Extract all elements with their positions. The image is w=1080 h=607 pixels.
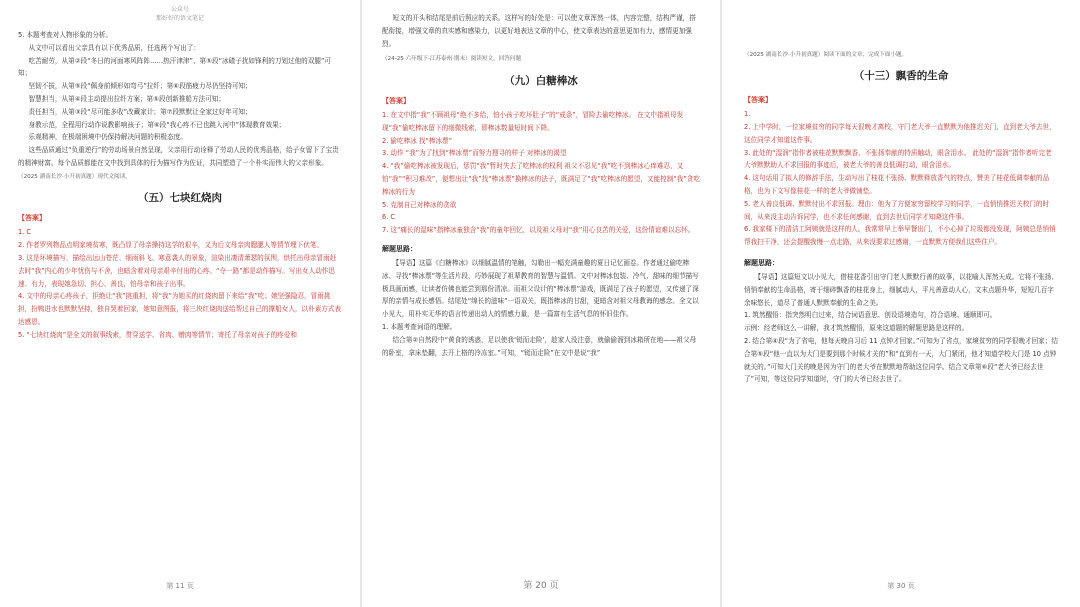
answer-item: 6. C: [382, 213, 395, 222]
analysis-label: 解题思路：: [382, 244, 417, 253]
section-title: （九）白糖棒冰: [504, 74, 578, 87]
page-footer: 第 30 页: [887, 582, 915, 590]
answer-item: 1.: [744, 110, 751, 119]
q5-item: 身教示范，全程用行动诈说教影响孩子；第⑥段“我心疼不已也跳入河中”体现教育效果；: [28, 120, 286, 129]
page-footer: 第 11 页: [166, 582, 194, 590]
analysis-paragraph: 【导语】这篇短文以小见大，借桂花香引出守门老人默默行善的故事，以花喻人浑然天成。它将不张扬、悄悄奉献的生命品格，寄于细碎飘香的桂花身上，细腻动人，平凡善意动人心，文末点题升华，短短几百字余味悠长，道尽了普通人默默奉献的生命之美。: [744, 272, 1058, 307]
page-header-account: 公众号 那好好的语文笔记: [155, 6, 204, 22]
q1-intro: 1. 筑然醒悟：指突然明白过来，结合词语意思、创设语境造句，符合语境、通顺即可。: [744, 311, 997, 320]
answer-item: 7. 这“痛长的湿味”指棒冰童独含“我”的童年回忆，以及祖父母对“我”用心良苦的关爱，这份情谊难以忘怀。: [382, 226, 695, 235]
q1-intro: 1. 本题考查词语的理解。: [382, 322, 457, 331]
answer-item: 6. 我家楼下的清洁工阿姨就是这样的人。我常常早上举早餐出门，不小心掉了垃圾都没发现，阿姨总是悄悄帮我扫干净，还会提醒我慢一点走路，从来没要求过感谢，一直默默方便我们这些住户。: [744, 225, 1056, 247]
document-page-30: [722, 0, 1080, 607]
q5-item: 智慧担当，从第④段主动提出拉纤方案；第⑤段创新推船方法可知；: [28, 94, 225, 103]
answer-item: 4. 这句话用了拟人的修辞手法，生动写出了桂花不张扬、默默释放香气的特点，赞美了桂花低调奉献的品格，也为下文写像桂花一样的老大爷做铺垫。: [744, 174, 1050, 195]
q5-item: 吃苦耐劳，从第②段“冬日的河面寒风阵阵……热汗津津”、第⑤段“冰碴子扰如锋利的刀划过他的双腿”可知；: [18, 56, 331, 78]
answer-item: 5. 老人善良低调、默默付出不求回报。理由：他为了方便家穷留校学习的同学，一直悄悄推迟关校门的时间，从来没主动告诉同学，也不求任何感谢，直到去世后同学才知晓这件事。: [744, 199, 1050, 221]
section-title: （五）七块红烧肉: [138, 192, 222, 205]
answer-item: 2. 上中学时，一位家境贫穷的同学每天很晚才离校，守门老大爷一直默默为他推迟关门，直到老大爷去世，这位同学才知道这件事。: [744, 122, 1056, 144]
answer-item: 3. 此处的“湿润”指作者被桂花默默飘香、不张扬奉献的特质触动，眼含泪水。 此处的“湿润”指作者听完老大爷默默助人不求回报的事迹后，被老大爷的善良低调打动，眼含泪水。: [744, 148, 1052, 170]
q1-example: 示例：经老师这么一讲解，我才筑然醒悟，原来这道题的解题思路是这样的。: [744, 324, 969, 333]
passage-source: （2025 湖南长沙·小升初真题）现代文阅读。: [18, 173, 131, 180]
analysis-paragraph: 【导语】这篇《白糖棒冰》以细腻温情的笔触，勾勒出一幅充满童趣的夏日记忆画卷。作者通过偷吃棒冰、寻找“棒冰票”等生活片段，巧妙展现了祖辈教育的智慧与温情。文中对棒冰包装、冷气、甜味的细节描写极具画面感，让读者仿佛也能尝到那份清凉。而祖父设计的“棒冰票”游戏，既满足了孩子的愿望，又传递了深厚的亲情与成长感悟。结尾处“绵长的滋味”一语双关，既指棒冰的甘甜，更暗含对祖父母教诲的感念。全文以小见大，用朴实无华的语言传递出动人的情感力量，是一篇富有生活气息的怀旧佳作。: [382, 258, 699, 319]
answer-item: 2. 作者罗列物品点明家境贫寒，既凸显了母亲操持这学的艰辛，又为后文母亲肉腮腮人等情节埋下伏笔。: [18, 241, 324, 250]
answer-item: 4. “我”偷吃棒冰被发现后，惩罚“我”暂时失去了吃棒冰的权利 祖父不忍见“我”吃不到棒冰心痒难忍，又怕“我”“积习难改”，便想出让“我”找“棒冰票”换棒冰的法子，既满足了“我”吃棒冰的愿望，又能控制“我”贪吃棒冰的行为: [382, 162, 700, 196]
page-footer: 第 20 页: [523, 581, 559, 591]
q1-paragraph: 结合第②自然段中“黄食的诱惑，足以使我‘铤而走险’，趁家人没注意，就偷偷溜到冰箱所在地——祖父母的卧室，拿床垫翻，去开上格的冷冻室。”可知，“铤而走险”在文中是说“我”: [382, 335, 697, 357]
q5-line2: 从文中可以看出父亲具有以下优秀品质，任选两个写出了：: [28, 43, 200, 52]
answer-item: 5. 克制自己对棒冰的贪欲: [382, 200, 457, 209]
analysis-label: 解题思路：: [744, 258, 779, 267]
passage-source: （24-25 六年级下·江苏泰州·期末）阅读短文，回答问题: [382, 56, 522, 63]
passage-source: （2025 湖南长沙·小升初真题）阅读下面的文章，完成下面小题。: [744, 51, 908, 58]
answer-item: 1. 在文中指“我”不顾祖母“绝不多给，怕小孩子吃坏肚子”的“戒条”，冒险去偷吃棒冰。 在文中指祖母发现“我”偷吃棒冰留下的细微线索，即棒冰数量短时间下降。: [382, 110, 684, 132]
answer-label: 【答案】: [744, 96, 772, 105]
answer-item: 3. 动作 “我”为了找到“棒冰票”而努力搜寻的样子 对棒冰的渴望: [382, 149, 567, 158]
q5-item: 坚韧不拔，从第⑤段“佩身前倾形如弯弓”拉纤；第⑥段筋疲力尽仍坚持可知；: [28, 82, 252, 91]
answer-label: 【答案】: [382, 96, 410, 105]
answer-label: 【答案】: [18, 214, 46, 223]
q5-item: 乐观精神，在极端困境中仍保持解决问题的积极态度。: [28, 133, 187, 142]
answer-item: 1. C: [18, 228, 31, 237]
q5-summary: 这些品质通过“负重逆行”的劳动场景自然呈现，父亲用行动诠释了劳动人民的优秀品格，给子女留下了宝贵的精神财富。每个品质都能在文中找到具体的行为描写作为佐证，共同塑造了一个朴实而伟大的父亲形象。: [18, 146, 339, 167]
q5-intro: 5. 本题考查对人物形象的分析。: [18, 31, 113, 39]
document-page-11: [0, 0, 360, 607]
document-page-20: [362, 0, 720, 607]
section-title: （十三）飘香的生命: [853, 70, 949, 83]
q2-paragraph: 2. 结合第④段“为了省电，他每天晚自习后 11 点钟才回家。”可知为了省点，家境贫穷的同学很晚才回家；结合第⑤段“他一直以为大门是要到那个时候才关的”和“直到有一天，大门紧闭，他才知道学校大门是 10 点钟就关的。”可知大门关的晚是因为守门的老大爷在默默地帮助这位同学。结合文章第⑥段“老大爷已经去世了”可知，等这位同学知道时，守门的大爷已经去世了。: [744, 336, 1058, 384]
answer-item: 2. 偷吃棒冰 找“棒冰票”: [382, 136, 453, 145]
answer-item: 5. “七块红烧肉”是全文的叙事线索，贯穿送学、省肉、赠肉等情节；寄托了母亲对孩子的疼爱和: [18, 330, 297, 339]
top-paragraph: 短文的开头和结尾是前后照应的关系。这样写的好处是：可以使文章浑然一体，内容完整，结构严谨，搭配衔接，增强文章的真实感和感染力，以更好地表达文章的中心，使文章表达的意思更加有力，感情更加强烈。: [382, 14, 696, 48]
q5-item: 责任担当，从第③段“尽可能多收”改藏家计；第⑦段默默让全家过好年可知；: [28, 107, 252, 116]
answer-item: 4. 文中的母亲心疼孩子，拒绝让“我”挑重担，将“我”为她买的红烧肉留下来给“我”吃；她坚强隐忍，冒雨挑担，扮鸭进水也默默坚持，独自哭着回家，她知意图报，将三块红烧肉送给帮过自己的撑船女人，以朴素方式表达感恩。: [18, 292, 342, 326]
answer-item: 3. 这是环境描写，描绘出远山苍茫、细雨斜飞、寒意袭人的景象，渲染出凄清萧瑟的氛围，烘托出母亲冒雨赶去时“我”内心的少年忧伤与不舍，也暗含着对母亲艰辛付出的心疼。“夺一路”都是动作描写。写出女人动作迅速、有力，表现她急切、担心、善良，怕母亲和孩子出事。: [18, 253, 337, 288]
